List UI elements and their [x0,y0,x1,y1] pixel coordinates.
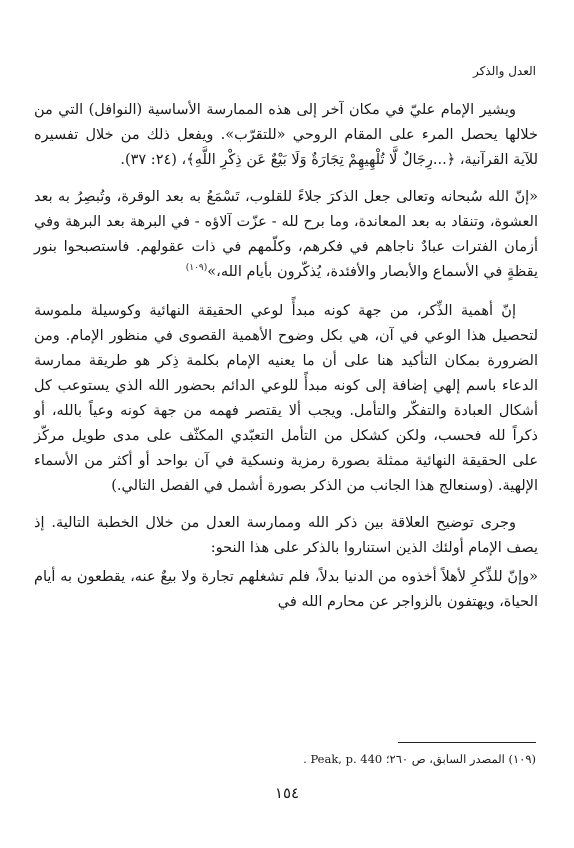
page-number: ١٥٤ [274,784,300,802]
quotation-2: «وإنّ للذِّكرِ لأهلاً أخذوه من الدنيا بدلاً، فلم تشغلهم تجارة ولا بيعٌ عنه، يقطعون به أيام الحياة، ويهتفون بالزواجر عن محارم الله في [34,569,538,610]
paragraph-2: إنّ أهمية الذِّكر، من جهة كونه مبدأً لوعي الحقيقة النهائية وكوسيلة ملموسة لتحصيل هذا الوعي في آن، هي بكل وضوح الأهمية القصوى في منظور الإمام. ومن الضرورة بمكان التأكيد هنا على أن ما يعنيه الإمام بكلمة ذِكر هو طريقة ممارسة الدعاء باسم إلهي إضافة إلى كونه مبدأً للوعي الدائم بحضور الله الذي يستوعب كل أشكال العبادة والتفكّر والتأمل. ويجب ألا يقتصر فهمه من جهة كونه وعياً بالله، أو ذكراً لله فحسب، ولكن كشكل من التأمل التعبّدي المكثّف على مدى طويل مركّز على الحقيقة النهائية ممثلة بصورة رمزية ونسكية في آن بواحد أو أكثر من الأسماء الإلهية. (وسنعالج هذا الجانب من الذكر بصورة أشمل في الفصل التالي.) [34,303,538,494]
running-header: العدل والذكر [472,64,536,78]
page-body [34,98,538,615]
paragraph-3: وجرى توضيح العلاقة بين ذكر الله وممارسة العدل من خلال الخطبة التالية. إذ يصف الإمام أولئك الذين استناروا بالذكر على هذا النحو: [34,515,538,556]
quotation-1 [34,185,538,285]
quotation-1-text: «إنّ الله سُبحانه وتعالى جعل الذكرَ جلاءً للقلوب، تَسْمَعُ به بعد الوقرة، وتُبصِرُ به بعد العشوة، وتنقاد به بعد المعاندة، وما برح لله - عزّت آلاؤه - في البرهة بعد البرهة وفي أزمان الفترات عبادٌ ناجاهم في فكرهم، وكلّمهم في ذات عقولهم. فاستصبحوا بنور يقظةٍ في الأسماع والأبصار والأفئدة، يُذكّرون بأيام الله،» [34,189,538,280]
paragraph-1: ويشير الإمام عليّ في مكان آخر إلى هذه الممارسة الأساسية (النوافل) التي من خلالها يحصل المرء على المقام الروحي «للتقرّب». ويفعل ذلك من خلال تفسيره للآية القرآنية، ﴿...رِجَالٌ لَّا تُلْهِيهِمْ تِجَارَةٌ وَلَا بَيْعٌ عَن ذِكْرِ اللَّهِ﴾، (٢٤: ٣٧). [34,102,538,168]
footnote-divider [398,742,536,743]
footnote-ref: (١٠٩) [185,263,208,274]
footnote: (١٠٩) المصدر السابق، ص ٢٦٠؛ Peak, p. 440 . [303,752,536,766]
